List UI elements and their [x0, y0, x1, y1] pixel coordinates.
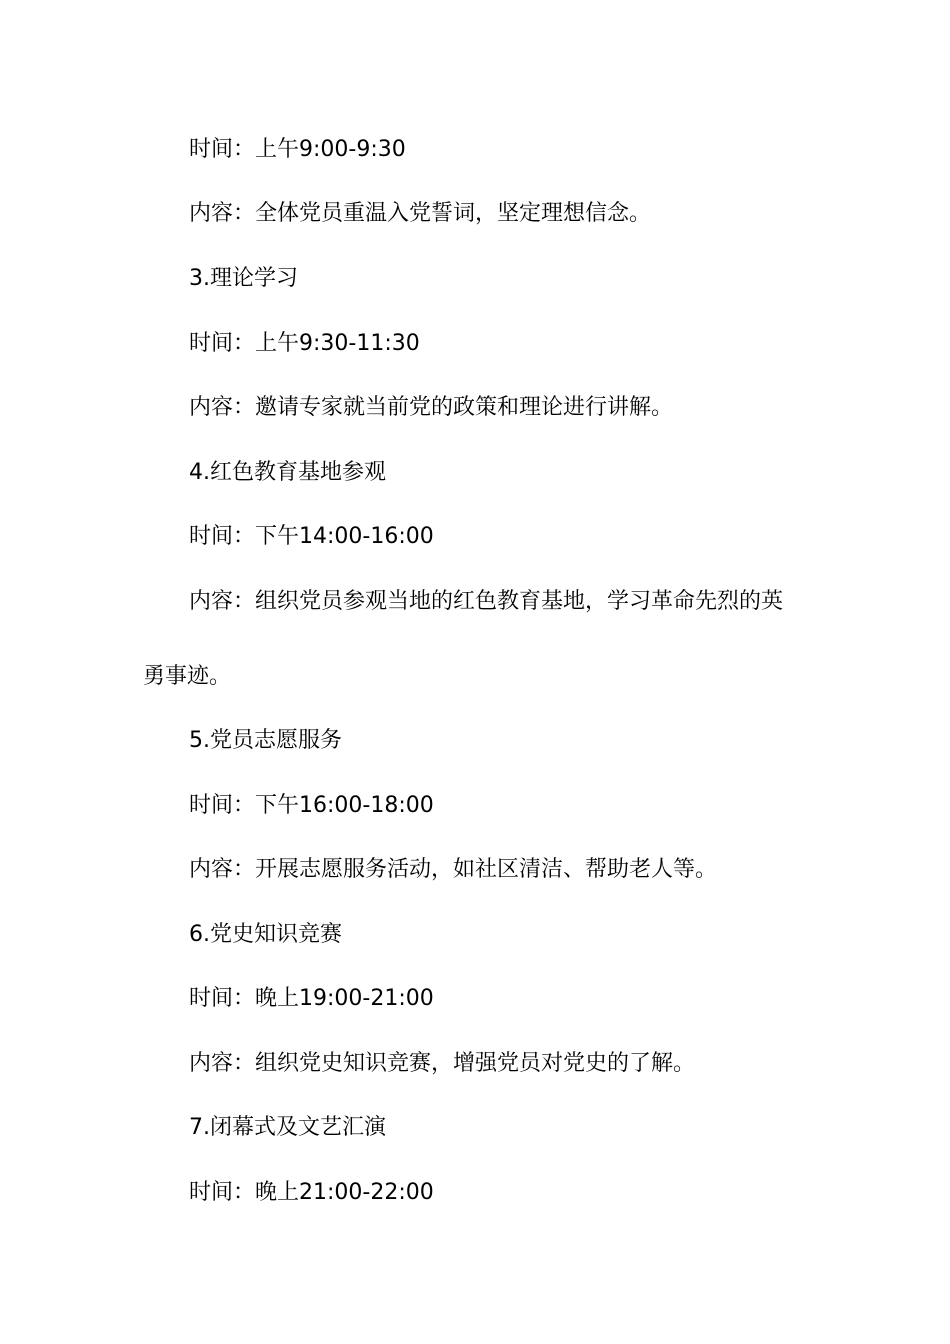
- content-line-red-base-visit: 内容：组织党员参观当地的红色教育基地，学习革命先烈的英: [189, 589, 784, 614]
- section-heading-volunteer-service: 5.党员志愿服务: [189, 728, 342, 753]
- time-line-red-base-visit: 时间：下午14:00-16:00: [189, 524, 434, 549]
- time-line-oath: 时间：上午9:00-9:30: [189, 137, 406, 162]
- section-heading-theory-study: 3.理论学习: [189, 266, 298, 291]
- content-line-red-base-visit-continued: 勇事迹。: [143, 664, 232, 689]
- content-line-oath: 内容：全体党员重温入党誓词，坚定理想信念。: [189, 201, 652, 226]
- section-heading-closing-ceremony: 7.闭幕式及文艺汇演: [189, 1115, 386, 1140]
- time-line-history-quiz: 时间：晚上19:00-21:00: [189, 986, 434, 1011]
- content-line-volunteer-service: 内容：开展志愿服务活动，如社区清洁、帮助老人等。: [189, 857, 718, 882]
- time-line-theory-study: 时间：上午9:30-11:30: [189, 331, 420, 356]
- content-line-theory-study: 内容：邀请专家就当前党的政策和理论进行讲解。: [189, 395, 674, 420]
- section-heading-red-base-visit: 4.红色教育基地参观: [189, 460, 386, 485]
- time-line-closing-ceremony: 时间：晚上21:00-22:00: [189, 1180, 434, 1205]
- time-line-volunteer-service: 时间：下午16:00-18:00: [189, 793, 434, 818]
- content-line-history-quiz: 内容：组织党史知识竞赛，增强党员对党史的了解。: [189, 1051, 696, 1076]
- section-heading-history-quiz: 6.党史知识竞赛: [189, 922, 342, 947]
